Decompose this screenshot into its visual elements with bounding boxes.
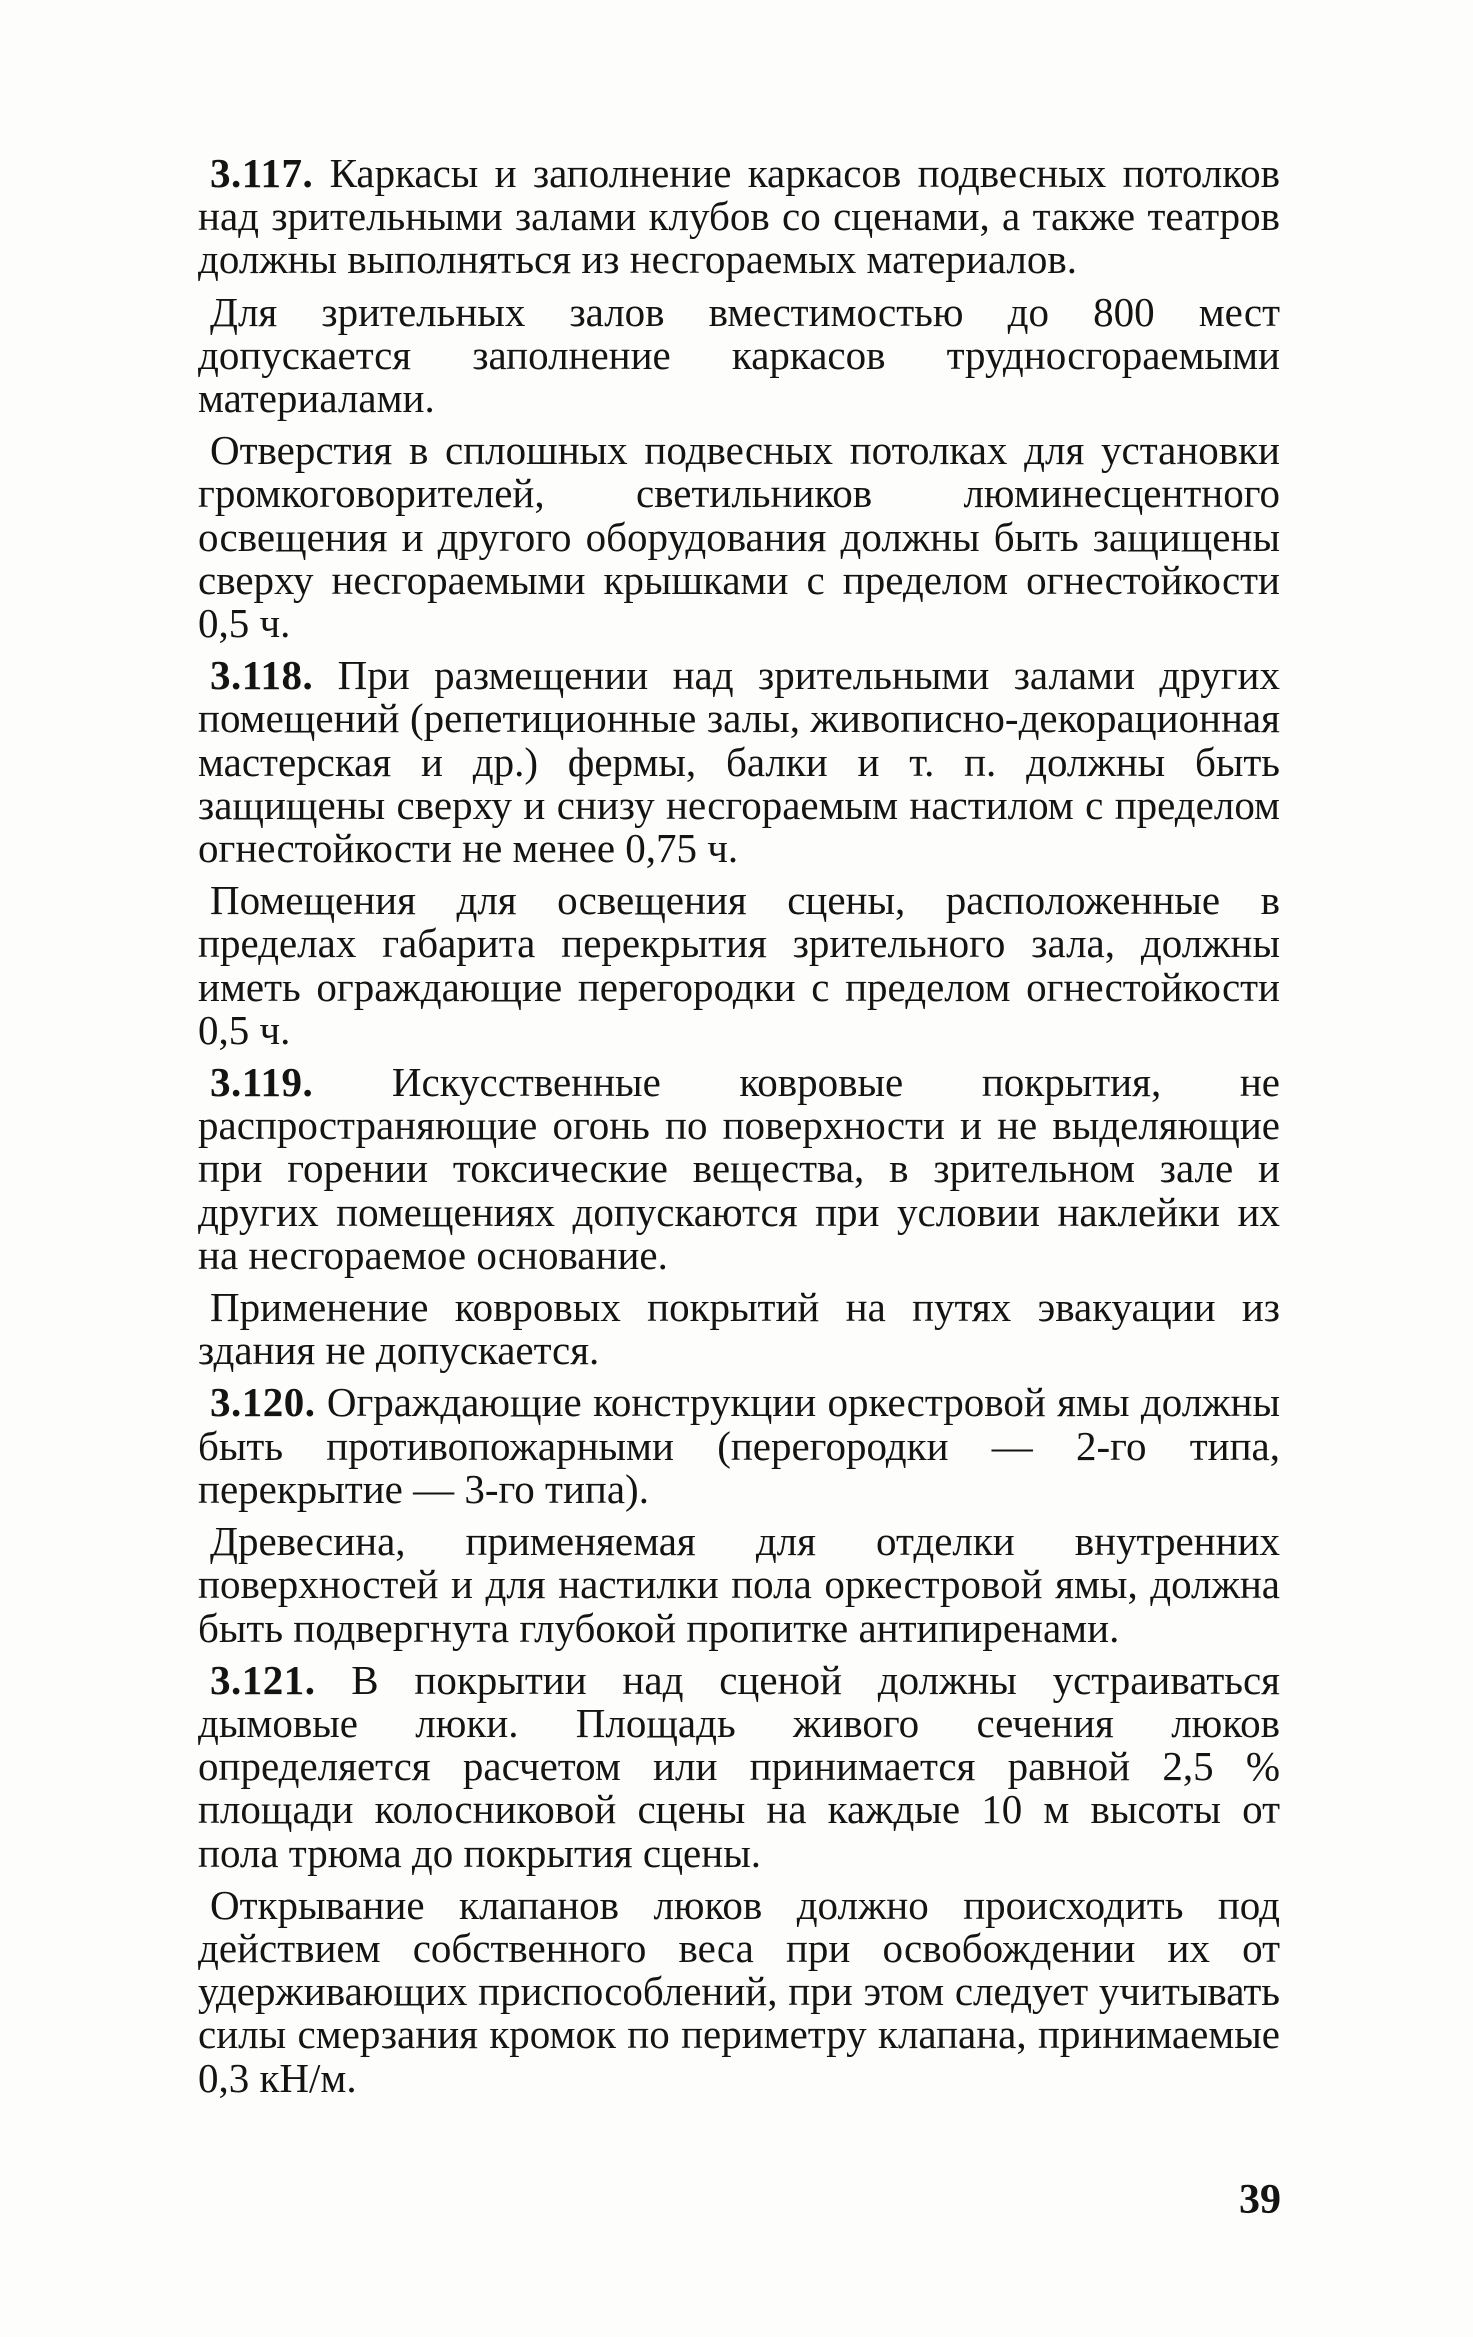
paragraph-text: Искусственные ковровые покрытия, не распространяющие огонь по поверхности и не выделяющие при горении токсические вещества, в зрительном зале и других помещениях допускаются при условии наклейки их на несгораемое основание. [198, 1059, 1281, 1278]
paragraph-3-117 [198, 152, 1280, 282]
paragraph-text: Для зрительных залов вместимостью до 800 мест допускается заполнение каркасов трудносгораемыми материалами. [198, 288, 1280, 422]
paragraph-text: В покрытии над сценой должны устраиваться дымовые люки. Площадь живого сечения люков определяется расчетом или принимается равной 2,5 % площади колосниковой сцены на каждые 10 м высоты от пола трюма до покрытия сцены. [198, 1656, 1280, 1876]
paragraph-text: Помещения для освещения сцены, расположенные в пределах габарита перекрытия зрительного зала, должны иметь ограждающие перегородки с пределом огнестойкости 0,5 ч. [198, 877, 1280, 1053]
clause-number: 3.120. [210, 1379, 316, 1426]
paragraph-text: Древесина, применяемая для отделки внутренних поверхностей и для настилки пола оркестровой ямы, должна быть подвергнута глубокой пропитке антипиренами. [198, 1518, 1280, 1651]
paragraph [198, 1286, 1280, 1372]
paragraph [198, 288, 1280, 422]
paragraph-3-119 [198, 1061, 1280, 1277]
paragraph [198, 429, 1280, 645]
paragraph-text: Открывание клапанов люков должно происходить под действием собственного веса при освобождении их от удерживающих приспособлений, при этом следует учитывать силы смерзания кромок по периметру клапана, принимаемые 0,3 кН/м. [198, 1881, 1280, 2101]
body-text [198, 152, 1280, 2109]
clause-number: 3.121. [210, 1656, 316, 1703]
paragraph [198, 1881, 1280, 2101]
clause-number: 3.117. [210, 150, 314, 196]
paragraph [198, 879, 1280, 1052]
paragraph [198, 1520, 1280, 1650]
page-number: 39 [1239, 2177, 1281, 2223]
paragraph-3-120 [198, 1381, 1280, 1511]
clause-number: 3.119. [210, 1059, 314, 1106]
paragraph-text: Ограждающие конструкции оркестровой ямы должны быть противопожарными (перегородки — 2-го типа, перекрытие — 3-го типа). [198, 1379, 1280, 1512]
paragraph-text: Каркасы и заполнение каркасов подвесных потолков над зрительными залами клубов со сценами, а также театров должны выполняться из несгораемых материалов. [198, 150, 1280, 283]
paragraph-text: При размещении над зрительными залами других помещений (репетиционные залы, живописно-декорационная мастерская и др.) фермы, балки и т. п. должны быть защищены сверху и снизу несгораемым настилом с пределом огнестойкости не менее 0,75 ч. [198, 652, 1281, 872]
paragraph-text: Применение ковровых покрытий на путях эвакуации из здания не допускается. [198, 1284, 1280, 1374]
paragraph-text: Отверстия в сплошных подвесных потолках для установки громкоговорителей, светильников люминесцентного освещения и другого оборудования должны быть защищены сверху несгораемыми крышками с пределом огнестойкости 0,5 ч. [198, 427, 1280, 647]
paragraph-3-121 [198, 1656, 1280, 1876]
paragraph-3-118 [198, 654, 1280, 870]
clause-number: 3.118. [210, 652, 314, 699]
